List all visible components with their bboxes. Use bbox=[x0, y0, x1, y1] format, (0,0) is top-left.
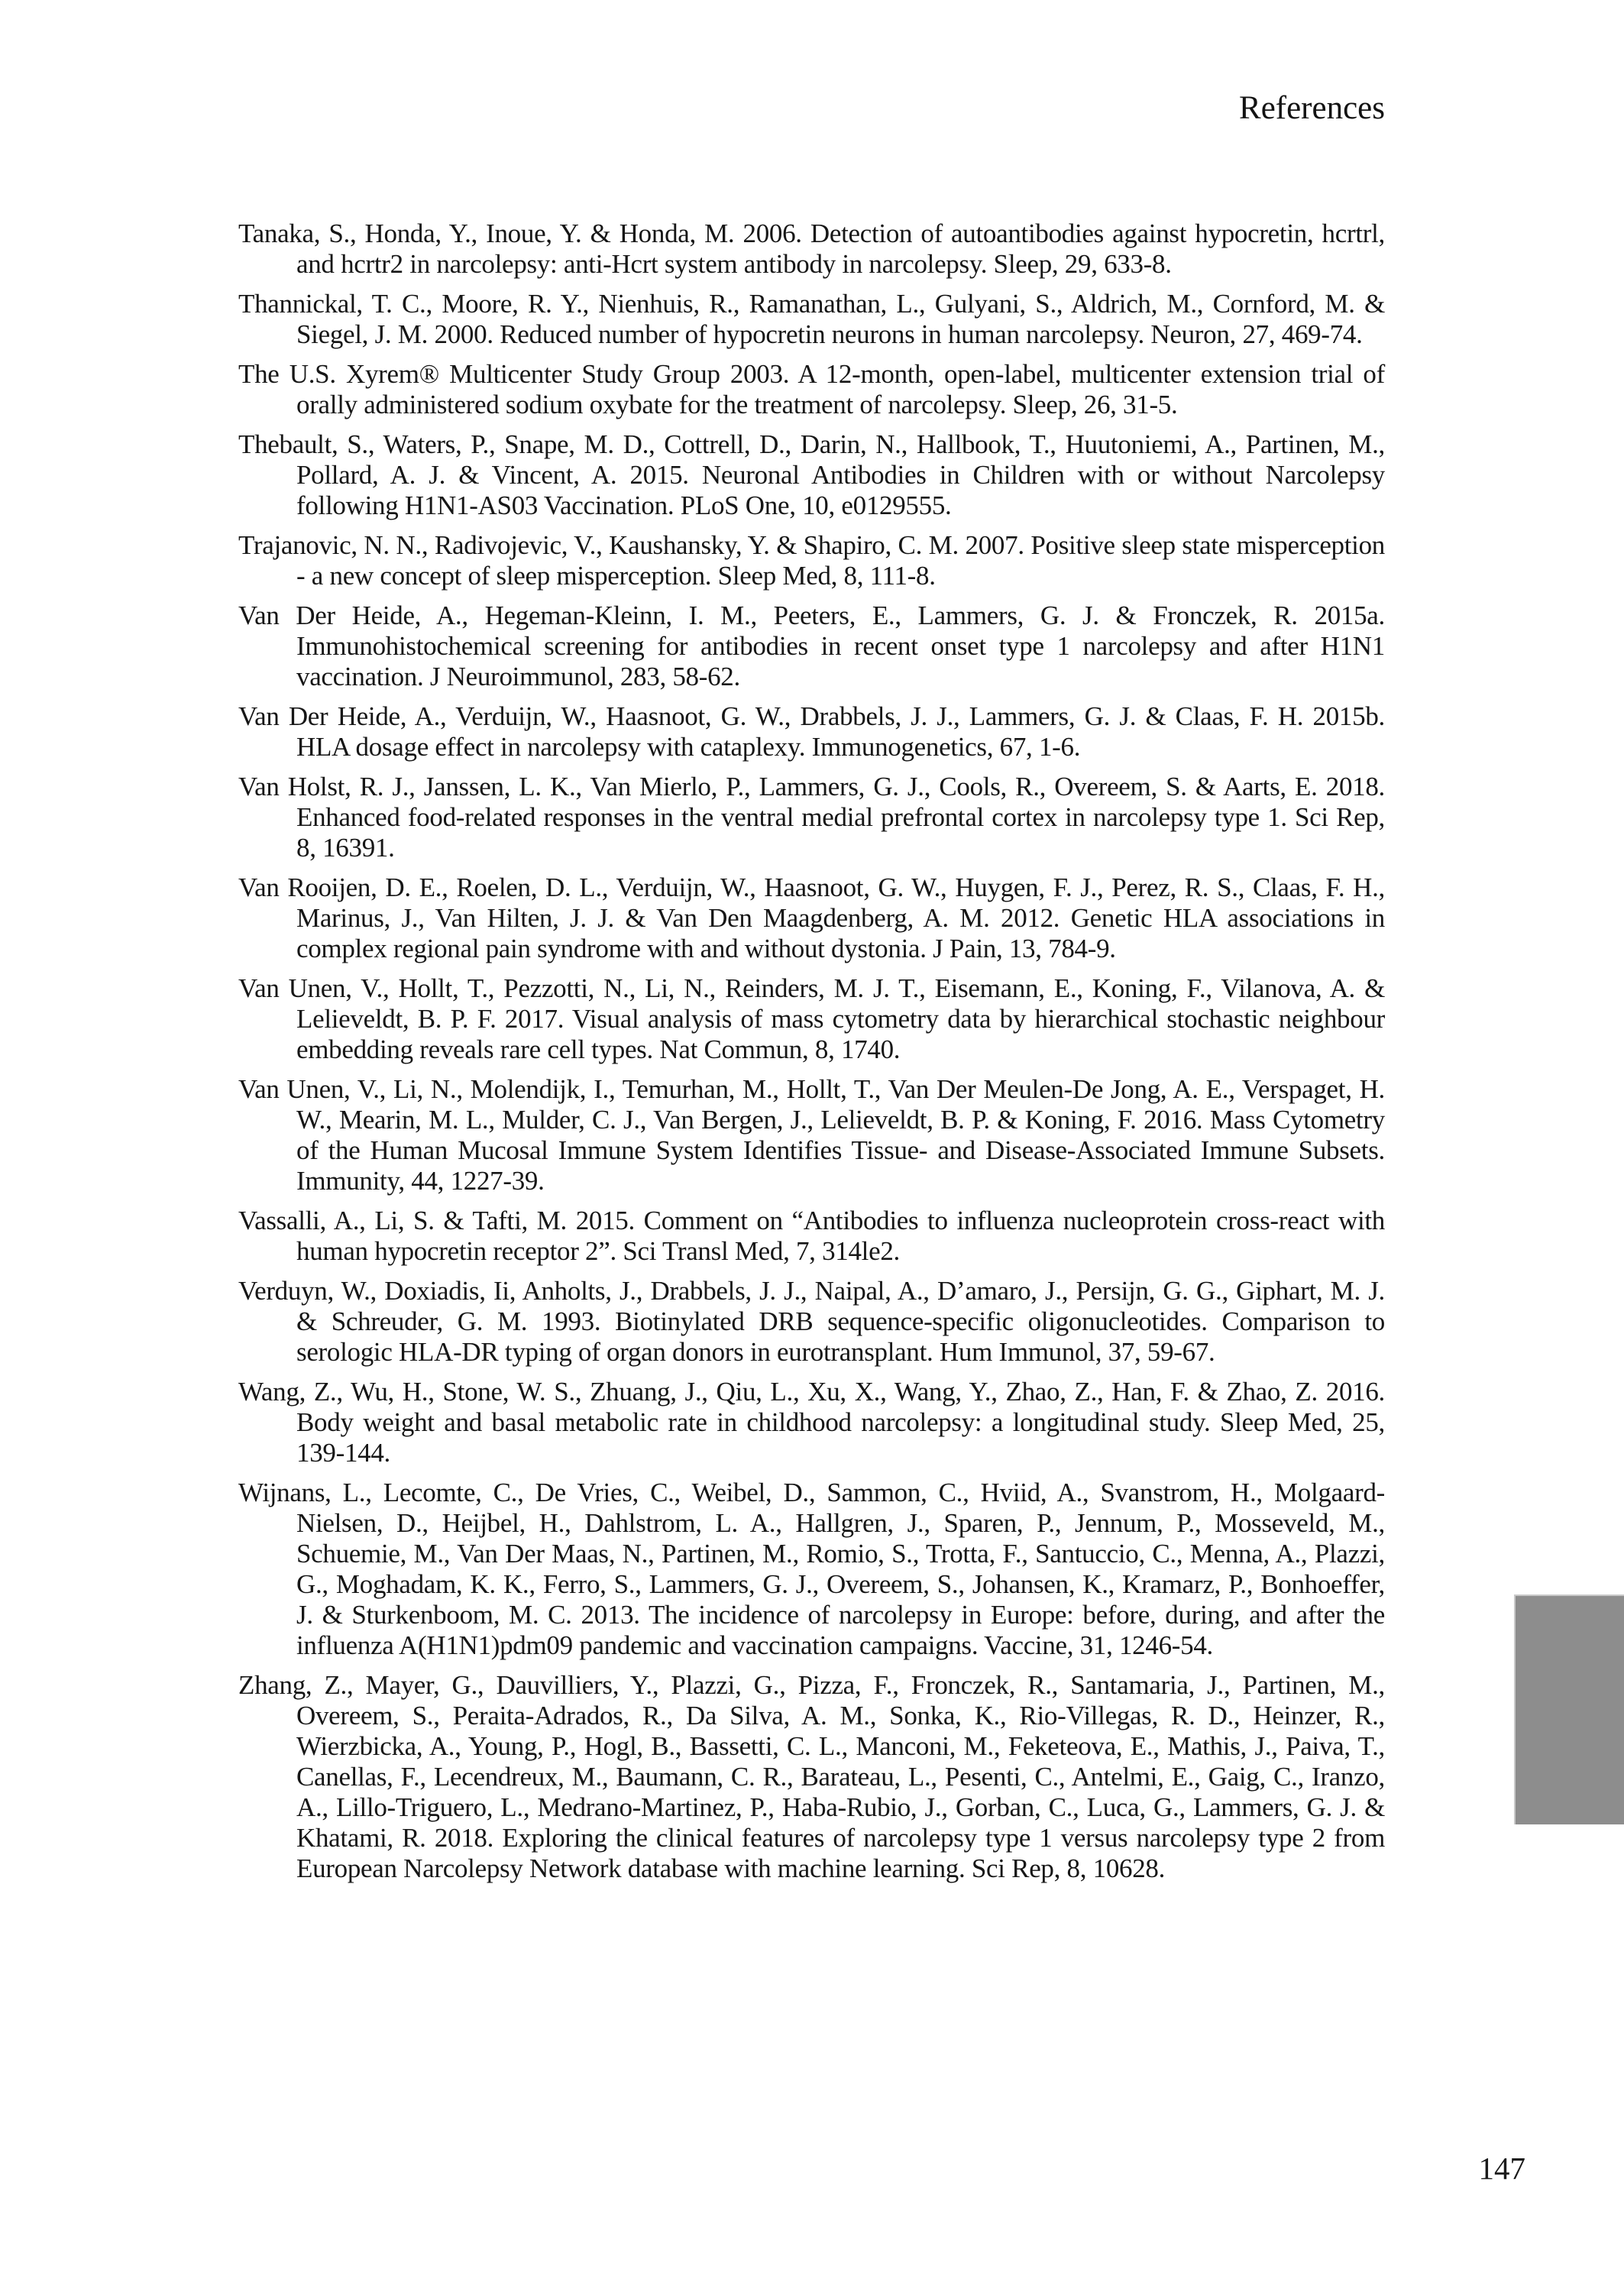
reference-entry: Van Der Heide, A., Hegeman-Kleinn, I. M., Peeters, E., Lammers, G. J. & Fronczek, R. 2015a. Immunohistochemical screening for antibodies in recent onset type 1 narcolepsy and after H1N1 vaccination. J Neuroimmunol, 283, 58-62. bbox=[238, 601, 1385, 691]
chapter-thumb-tab bbox=[1514, 1594, 1624, 1824]
reference-entry: Wijnans, L., Lecomte, C., De Vries, C., Weibel, D., Sammon, C., Hviid, A., Svanstrom, H., Molgaard-Nielsen, D., Heijbel, H., Dahlstrom, L. A., Hallgren, J., Sparen, P., Jennum, P., Mosseveld, M., Schuemie, M., Van Der Maas, N., Partinen, M., Romio, S., Trotta, F., Santuccio, C., Menna, A., Plazzi, G., Moghadam, K. K., Ferro, S., Lammers, G. J., Overeem, S., Johansen, K., Kramarz, P., Bonhoeffer, J. & Sturkenboom, M. C. 2013. The incidence of narcolepsy in Europe: before, during, and after the influenza A(H1N1)pdm09 pandemic and vaccination campaigns. Vaccine, 31, 1246-54. bbox=[238, 1478, 1385, 1660]
reference-entry: Zhang, Z., Mayer, G., Dauvilliers, Y., Plazzi, G., Pizza, F., Fronczek, R., Santamaria, J., Partinen, M., Overeem, S., Peraita-Adrados, R., Da Silva, A. M., Sonka, K., Rio-Villegas, R. D., Heinzer, R., Wierzbicka, A., Young, P., Hogl, B., Bassetti, C. L., Manconi, M., Feketeova, E., Mathis, J., Paiva, T., Canellas, F., Lecendreux, M., Baumann, C. R., Barateau, L., Pesenti, C., Antelmi, E., Gaig, C., Iranzo, A., Lillo-Triguero, L., Medrano-Martinez, P., Haba-Rubio, J., Gorban, C., Luca, G., Lammers, G. J. & Khatami, R. 2018. Exploring the clinical features of narcolepsy type 1 versus narcolepsy type 2 from European Narcolepsy Network database with machine learning. Sci Rep, 8, 10628. bbox=[238, 1670, 1385, 1883]
reference-entry: Verduyn, W., Doxiadis, Ii, Anholts, J., Drabbels, J. J., Naipal, A., D’amaro, J., Persijn, G. G., Giphart, M. J. & Schreuder, G. M. 1993. Biotinylated DRB sequence-specific oligonucleotides. Comparison to serologic HLA-DR typing of organ donors in eurotransplant. Hum Immunol, 37, 59-67. bbox=[238, 1276, 1385, 1367]
reference-entry: Thebault, S., Waters, P., Snape, M. D., Cottrell, D., Darin, N., Hallbook, T., Huutoniemi, A., Partinen, M., Pollard, A. J. & Vincent, A. 2015. Neuronal Antibodies in Children with or without Narcolepsy following H1N1-AS03 Vaccination. PLoS One, 10, e0129555. bbox=[238, 429, 1385, 520]
reference-entry: Van Der Heide, A., Verduijn, W., Haasnoot, G. W., Drabbels, J. J., Lammers, G. J. & Claas, F. H. 2015b. HLA dosage effect in narcolepsy with cataplexy. Immunogenetics, 67, 1-6. bbox=[238, 701, 1385, 762]
reference-entry: Van Rooijen, D. E., Roelen, D. L., Verduijn, W., Haasnoot, G. W., Huygen, F. J., Perez, R. S., Claas, F. H., Marinus, J., Van Hilten, J. J. & Van Den Maagdenberg, A. M. 2012. Genetic HLA associations in complex regional pain syndrome with and without dystonia. J Pain, 13, 784-9. bbox=[238, 872, 1385, 963]
page-number: 147 bbox=[1478, 2151, 1525, 2186]
page-title: References bbox=[1239, 90, 1385, 126]
reference-entry: Van Unen, V., Hollt, T., Pezzotti, N., Li, N., Reinders, M. J. T., Eisemann, E., Koning, F., Vilanova, A. & Lelieveldt, B. P. F. 2017. Visual analysis of mass cytometry data by hierarchical stochastic neighbour embedding reveals rare cell types. Nat Commun, 8, 1740. bbox=[238, 973, 1385, 1064]
reference-entry: Van Unen, V., Li, N., Molendijk, I., Temurhan, M., Hollt, T., Van Der Meulen-De Jong, A. E., Verspaget, H. W., Mearin, M. L., Mulder, C. J., Van Bergen, J., Lelieveldt, B. P. & Koning, F. 2016. Mass Cytometry of the Human Mucosal Immune System Identifies Tissue- and Disease-Associated Immune Subsets. Immunity, 44, 1227-39. bbox=[238, 1074, 1385, 1196]
reference-entry: Vassalli, A., Li, S. & Tafti, M. 2015. Comment on “Antibodies to influenza nucleoprotein cross-react with human hypocretin receptor 2”. Sci Transl Med, 7, 314le2. bbox=[238, 1206, 1385, 1266]
reference-entry: Thannickal, T. C., Moore, R. Y., Nienhuis, R., Ramanathan, L., Gulyani, S., Aldrich, M., Cornford, M. & Siegel, J. M. 2000. Reduced number of hypocretin neurons in human narcolepsy. Neuron, 27, 469-74. bbox=[238, 289, 1385, 349]
references-list bbox=[238, 219, 1385, 1893]
reference-entry: Wang, Z., Wu, H., Stone, W. S., Zhuang, J., Qiu, L., Xu, X., Wang, Y., Zhao, Z., Han, F. & Zhao, Z. 2016. Body weight and basal metabolic rate in childhood narcolepsy: a longitudinal study. Sleep Med, 25, 139-144. bbox=[238, 1377, 1385, 1468]
reference-entry: Van Holst, R. J., Janssen, L. K., Van Mierlo, P., Lammers, G. J., Cools, R., Overeem, S. & Aarts, E. 2018. Enhanced food-related responses in the ventral medial prefrontal cortex in narcolepsy type 1. Sci Rep, 8, 16391. bbox=[238, 772, 1385, 863]
reference-entry: Trajanovic, N. N., Radivojevic, V., Kaushansky, Y. & Shapiro, C. M. 2007. Positive sleep state misperception - a new concept of sleep misperception. Sleep Med, 8, 111-8. bbox=[238, 530, 1385, 591]
reference-entry: Tanaka, S., Honda, Y., Inoue, Y. & Honda, M. 2006. Detection of autoantibodies against hypocretin, hcrtrl, and hcrtr2 in narcolepsy: anti-Hcrt system antibody in narcolepsy. Sleep, 29, 633-8. bbox=[238, 219, 1385, 279]
reference-entry: The U.S. Xyrem® Multicenter Study Group 2003. A 12-month, open-label, multicenter extension trial of orally administered sodium oxybate for the treatment of narcolepsy. Sleep, 26, 31-5. bbox=[238, 359, 1385, 419]
